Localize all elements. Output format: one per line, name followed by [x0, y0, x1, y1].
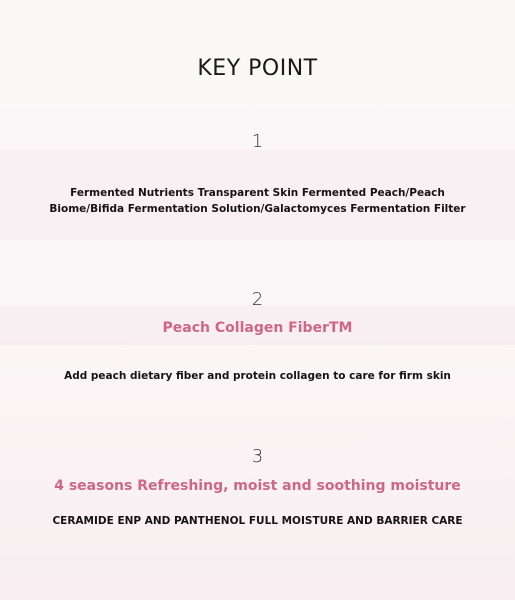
point-2-number: 2	[251, 289, 264, 310]
point-2-description: Add peach dietary fiber and protein collagen to care for firm skin	[64, 370, 451, 382]
point-2-title: Peach Collagen FiberTM	[162, 320, 353, 336]
point-1-number: 1	[251, 131, 264, 152]
point-1-description-line-2: Biome/Bifida Fermentation Solution/Galactomyces Fermentation Filter	[49, 203, 466, 215]
point-3-title: 4 seasons Refreshing, moist and soothing moisture	[54, 478, 461, 494]
point-3-number: 3	[251, 446, 264, 467]
point-1-description	[40, 185, 475, 217]
point-1-description-line-1: Fermented Nutrients Transparent Skin Fermented Peach/Peach	[70, 187, 445, 199]
page-title: KEY POINT	[197, 56, 318, 81]
point-3-description: CERAMIDE ENP AND PANTHENOL FULL MOISTURE AND BARRIER CARE	[52, 515, 463, 527]
